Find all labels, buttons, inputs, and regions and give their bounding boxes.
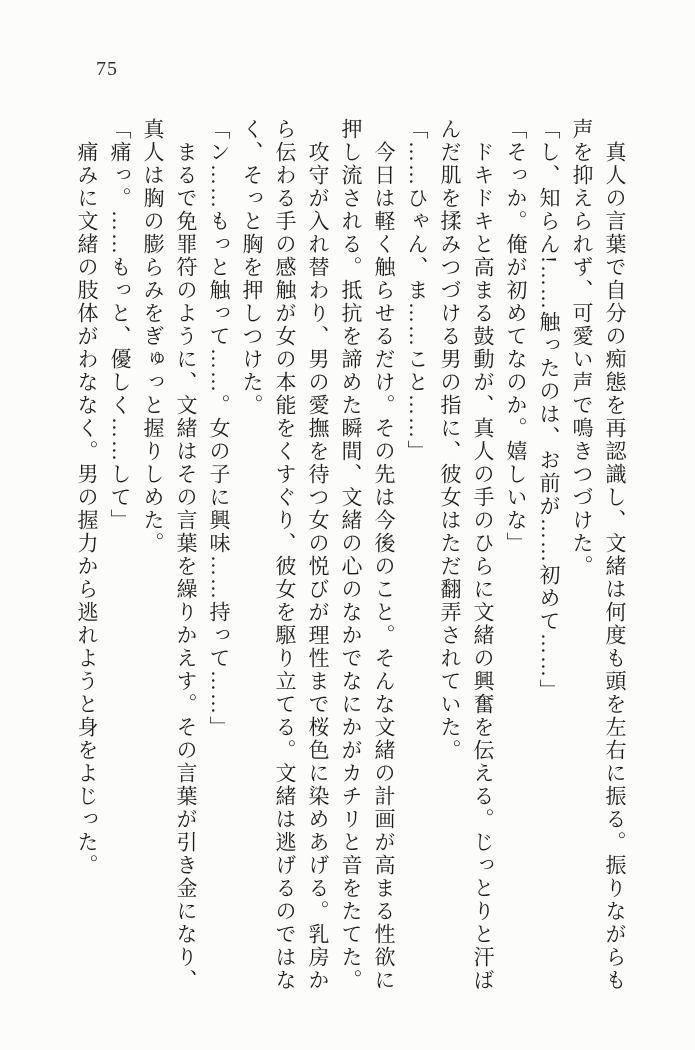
text-column: 「……ひゃん、ま……こと……」 (405, 118, 429, 463)
text-column: 「ン……もっと触って……。女の子に興味……持って……」 (207, 118, 231, 739)
text-column: 攻守が入れ替わり、男の愛撫を待つ女の悦びが理性まで桜色に染めあげる。乳房か (306, 141, 330, 992)
text-column: 今日は軽く触らせるだけ。その先は今後のこと。そんな文緒の計画が高まる性欲に (372, 141, 396, 992)
text-column: んだ肌を揉みつづける男の指に、彼女はただ翻弄されていた。 (438, 118, 462, 762)
text-column: まるで免罪符のように、文緒はその言葉を繰りかえす。その言葉が引き金になり、 (174, 141, 198, 992)
text-column: 「し、知らん!……触ったのは、お前が……初めて……」 (537, 118, 561, 702)
text-column: 声を抑えられず、可愛い声で鳴きつづけた。 (570, 118, 594, 578)
text-column: 痛みに文緒の肢体がわななく。男の握力から逃れようと身をよじった。 (75, 141, 99, 877)
text-column: 真人は胸の膨らみをぎゅっと握りしめた。 (141, 118, 165, 555)
text-column: ら伝わる手の感触が女の本能をくすぐり、彼女を駆り立てる。文緒は逃げるのではな (273, 118, 297, 992)
page-text (70, 118, 631, 1010)
text-column: ドキドキと高まる鼓動が、真人の手のひらに文緒の興奮を伝える。じっとりと汗ば (471, 141, 495, 992)
text-column: 押し流される。抵抗を諦めた瞬間、文緒の心のなかでなにかがカチリと音をたてた。 (339, 118, 363, 992)
text-column: 真人の言葉で自分の痴態を再認識し、文緒は何度も頭を左右に振る。振りながらも (603, 141, 627, 992)
text-column: 「痛っ。……もっと、優しく……して」 (108, 118, 132, 532)
text-column: く、そっと胸を押しつけた。 (240, 118, 264, 417)
page-number: 75 (96, 58, 118, 80)
text-column: 「そっか。俺が初めてなのか。嬉しいな」 (504, 118, 528, 555)
